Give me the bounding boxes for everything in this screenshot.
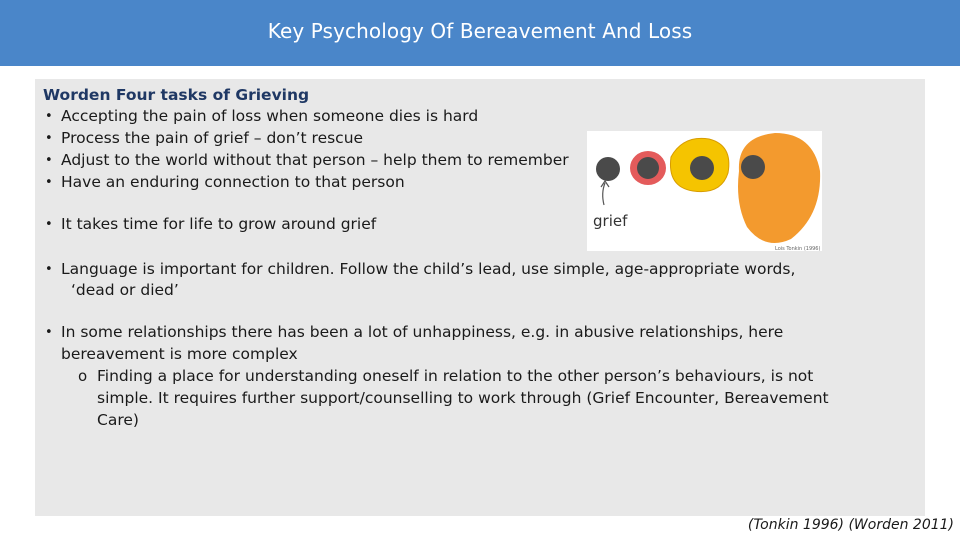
- grief-circle-1: [596, 157, 620, 181]
- bullet-icon: •: [45, 325, 53, 340]
- bullet-icon: •: [45, 217, 53, 232]
- point-relationships-cont: bereavement is more complex: [61, 345, 298, 363]
- bullet-icon: •: [45, 175, 53, 190]
- task-item: Process the pain of grief – don’t rescue: [61, 129, 364, 147]
- life-shape-large: [738, 133, 820, 243]
- tasks-heading: Worden Four tasks of Grieving: [43, 86, 310, 104]
- sub-bullet-icon: o: [78, 367, 88, 385]
- bullet-icon: •: [45, 153, 53, 168]
- figure-credit: Lois Tonkin (1996): [775, 246, 821, 251]
- bullet-icon: •: [45, 262, 53, 277]
- point-language: Language is important for children. Follow the child’s lead, use simple, age-appropriate words,: [61, 260, 796, 278]
- grief-diagram-svg: [587, 131, 822, 251]
- grief-label: grief: [593, 212, 628, 230]
- bullet-icon: •: [45, 109, 53, 124]
- slide-title: Key Psychology Of Bereavement And Loss: [267, 19, 693, 43]
- grief-circle-4: [741, 155, 765, 179]
- point-relationships: In some relationships there has been a lot of unhappiness, e.g. in abusive relationships, here: [61, 323, 784, 341]
- bullet-icon: •: [45, 131, 53, 146]
- point-time: It takes time for life to grow around grief: [61, 215, 377, 233]
- sub-point: Finding a place for understanding oneself in relation to the other person’s behaviours, is not: [97, 367, 814, 385]
- grief-growth-diagram: [587, 131, 822, 251]
- grief-arrow: [603, 183, 605, 205]
- grief-circle-3: [690, 156, 714, 180]
- task-item: Have an enduring connection to that person: [61, 173, 405, 191]
- title-bar: [0, 0, 960, 66]
- point-language-cont: ‘dead or died’: [71, 281, 179, 299]
- citation: (Tonkin 1996) (Worden 2011): [747, 517, 954, 533]
- grief-circle-2: [637, 157, 659, 179]
- sub-point-cont: simple. It requires further support/counselling to work through (Grief Encounter, Bereavement: [97, 389, 829, 407]
- sub-point-cont: Care): [97, 411, 139, 429]
- task-item: Accepting the pain of loss when someone dies is hard: [61, 107, 479, 125]
- task-item: Adjust to the world without that person – help them to remember: [61, 151, 569, 169]
